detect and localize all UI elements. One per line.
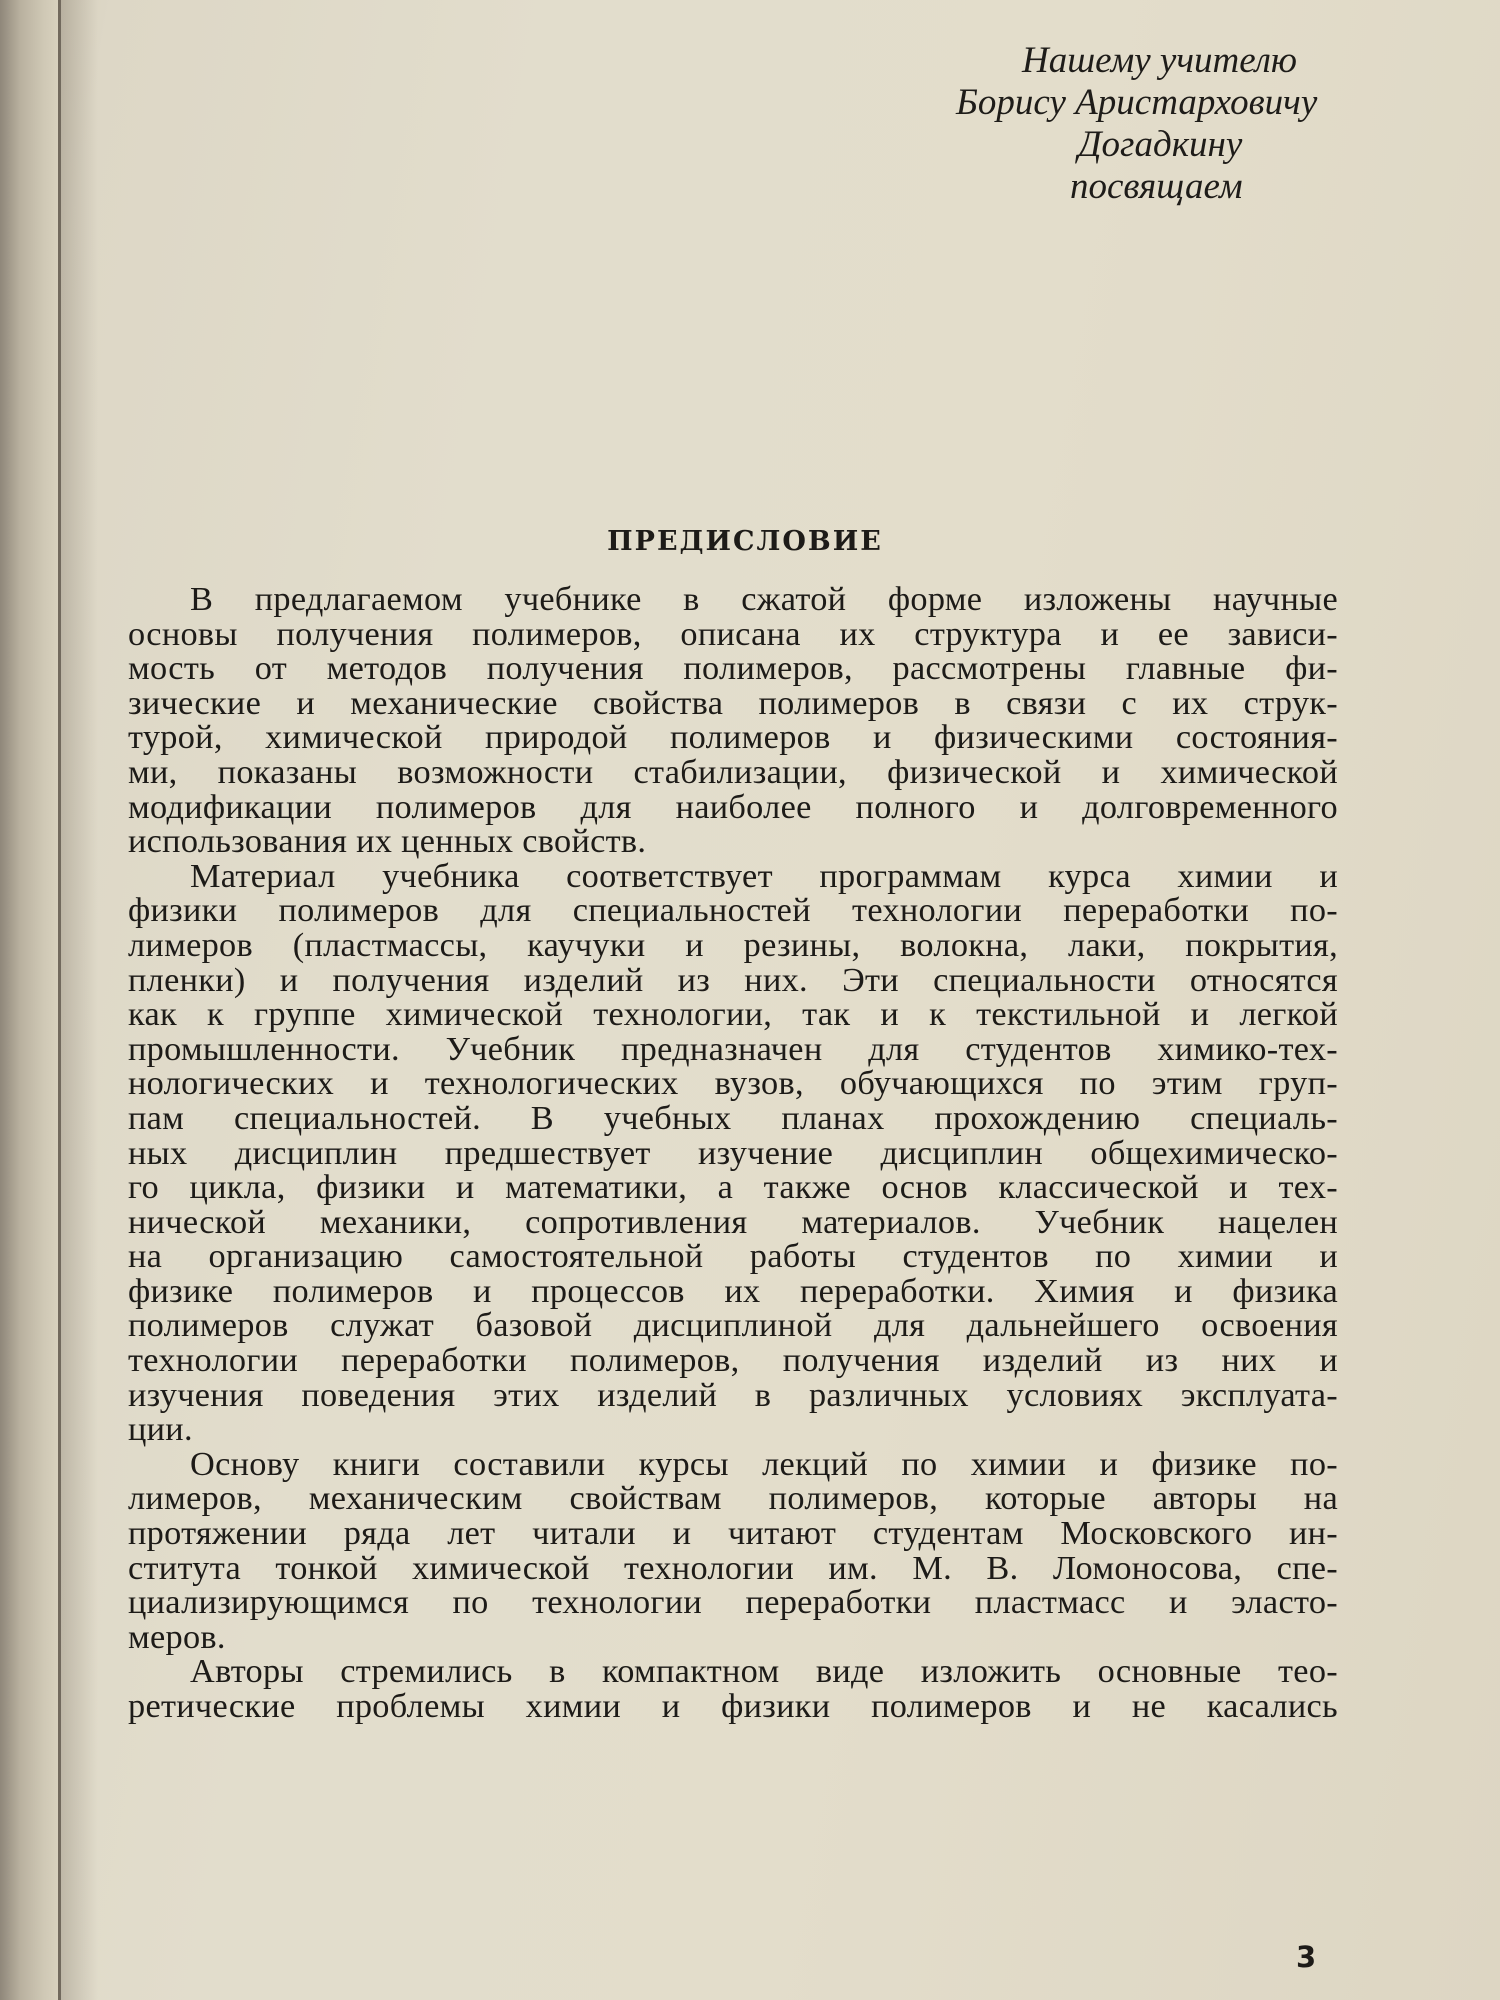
- text-line: ститута тонкой химической технологии им. М. В. Ломоносова, спе-: [128, 1548, 1338, 1587]
- text-line: мость от методов получения полимеров, рассмотрены главные фи-: [128, 649, 1338, 688]
- text-line: физике полимеров и процессов их переработки. Химия и физика: [128, 1271, 1338, 1310]
- text-line: полимеров служат базовой дисциплиной для дальнейшего освоения: [128, 1306, 1338, 1345]
- text-line: меров.: [128, 1617, 226, 1656]
- text-line: зические и механические свойства полимеров в связи с их струк-: [128, 683, 1338, 722]
- dedication-line: Нашему учителю: [1022, 40, 1297, 81]
- text-line: пленки) и получения изделий из них. Эти специальности относятся: [128, 960, 1338, 999]
- text-line: пам специальностей. В учебных планах прохождению специаль-: [128, 1098, 1338, 1137]
- book-binding: [0, 0, 61, 2000]
- text-line: изучения поведения этих изделий в различных условиях эксплуата-: [128, 1375, 1338, 1414]
- gutter-shadow: [58, 0, 98, 2000]
- text-line: В предлагаемом учебнике в сжатой форме изложены научные: [190, 580, 1338, 618]
- text-line: модификации полимеров для наиболее полного и долговременного: [128, 787, 1338, 826]
- dedication-line: Догадкину: [1078, 124, 1243, 165]
- text-line: Основу книги составили курсы лекций по химии и физике по-: [190, 1444, 1338, 1483]
- text-line: го цикла, физики и математики, а также основ классической и тех-: [128, 1168, 1338, 1207]
- text-line: технологии переработки полимеров, получения изделий из них и: [128, 1341, 1338, 1380]
- text-line: Материал учебника соответствует программам курса химии и: [190, 856, 1338, 895]
- text-line: ных дисциплин предшествует изучение дисциплин общехимическо-: [128, 1133, 1338, 1172]
- text-line: физики полимеров для специальностей технологии переработки по-: [128, 891, 1338, 930]
- dedication: [930, 40, 1370, 208]
- dedication-line: Борису Аристарховичу: [956, 82, 1318, 123]
- text-line: протяжении ряда лет читали и читают студентам Московского ин-: [128, 1514, 1338, 1553]
- text-line: нологических и технологических вузов, обучающихся по этим груп-: [128, 1064, 1338, 1103]
- text-line: ции.: [128, 1410, 193, 1449]
- text-line: как к группе химической технологии, так и к текстильной и легкой: [128, 995, 1338, 1034]
- text-line: нической механики, сопротивления материалов. Учебник нацелен: [128, 1202, 1338, 1241]
- text-line: основы получения полимеров, описана их структура и ее зависи-: [128, 614, 1338, 653]
- text-line: лимеров (пластмассы, каучуки и резины, волокна, лаки, покрытия,: [128, 925, 1338, 964]
- text-line: промышленности. Учебник предназначен для студентов химико-тех-: [128, 1029, 1338, 1068]
- dedication-line: посвящаем: [1070, 166, 1243, 207]
- text-line: Авторы стремились в компактном виде изложить основные тео-: [190, 1652, 1338, 1691]
- text-line: циализирующимся по технологии переработки пластмасс и эласто-: [128, 1583, 1338, 1622]
- text-line: ретические проблемы химии и физики полимеров и не касались: [128, 1687, 1338, 1725]
- section-heading: ПРЕДИСЛОВИЕ: [607, 526, 883, 557]
- page-number: 3: [1296, 1940, 1317, 1974]
- text-line: лимеров, механическим свойствам полимеров, которые авторы на: [128, 1479, 1338, 1518]
- text-line: ми, показаны возможности стабилизации, физической и химической: [128, 752, 1338, 791]
- text-line: на организацию самостоятельной работы студентов по химии и: [128, 1237, 1338, 1276]
- body-text: [128, 582, 1338, 1724]
- text-line: турой, химической природой полимеров и физическими состояния-: [128, 718, 1338, 757]
- text-line: использования их ценных свойств.: [128, 822, 647, 861]
